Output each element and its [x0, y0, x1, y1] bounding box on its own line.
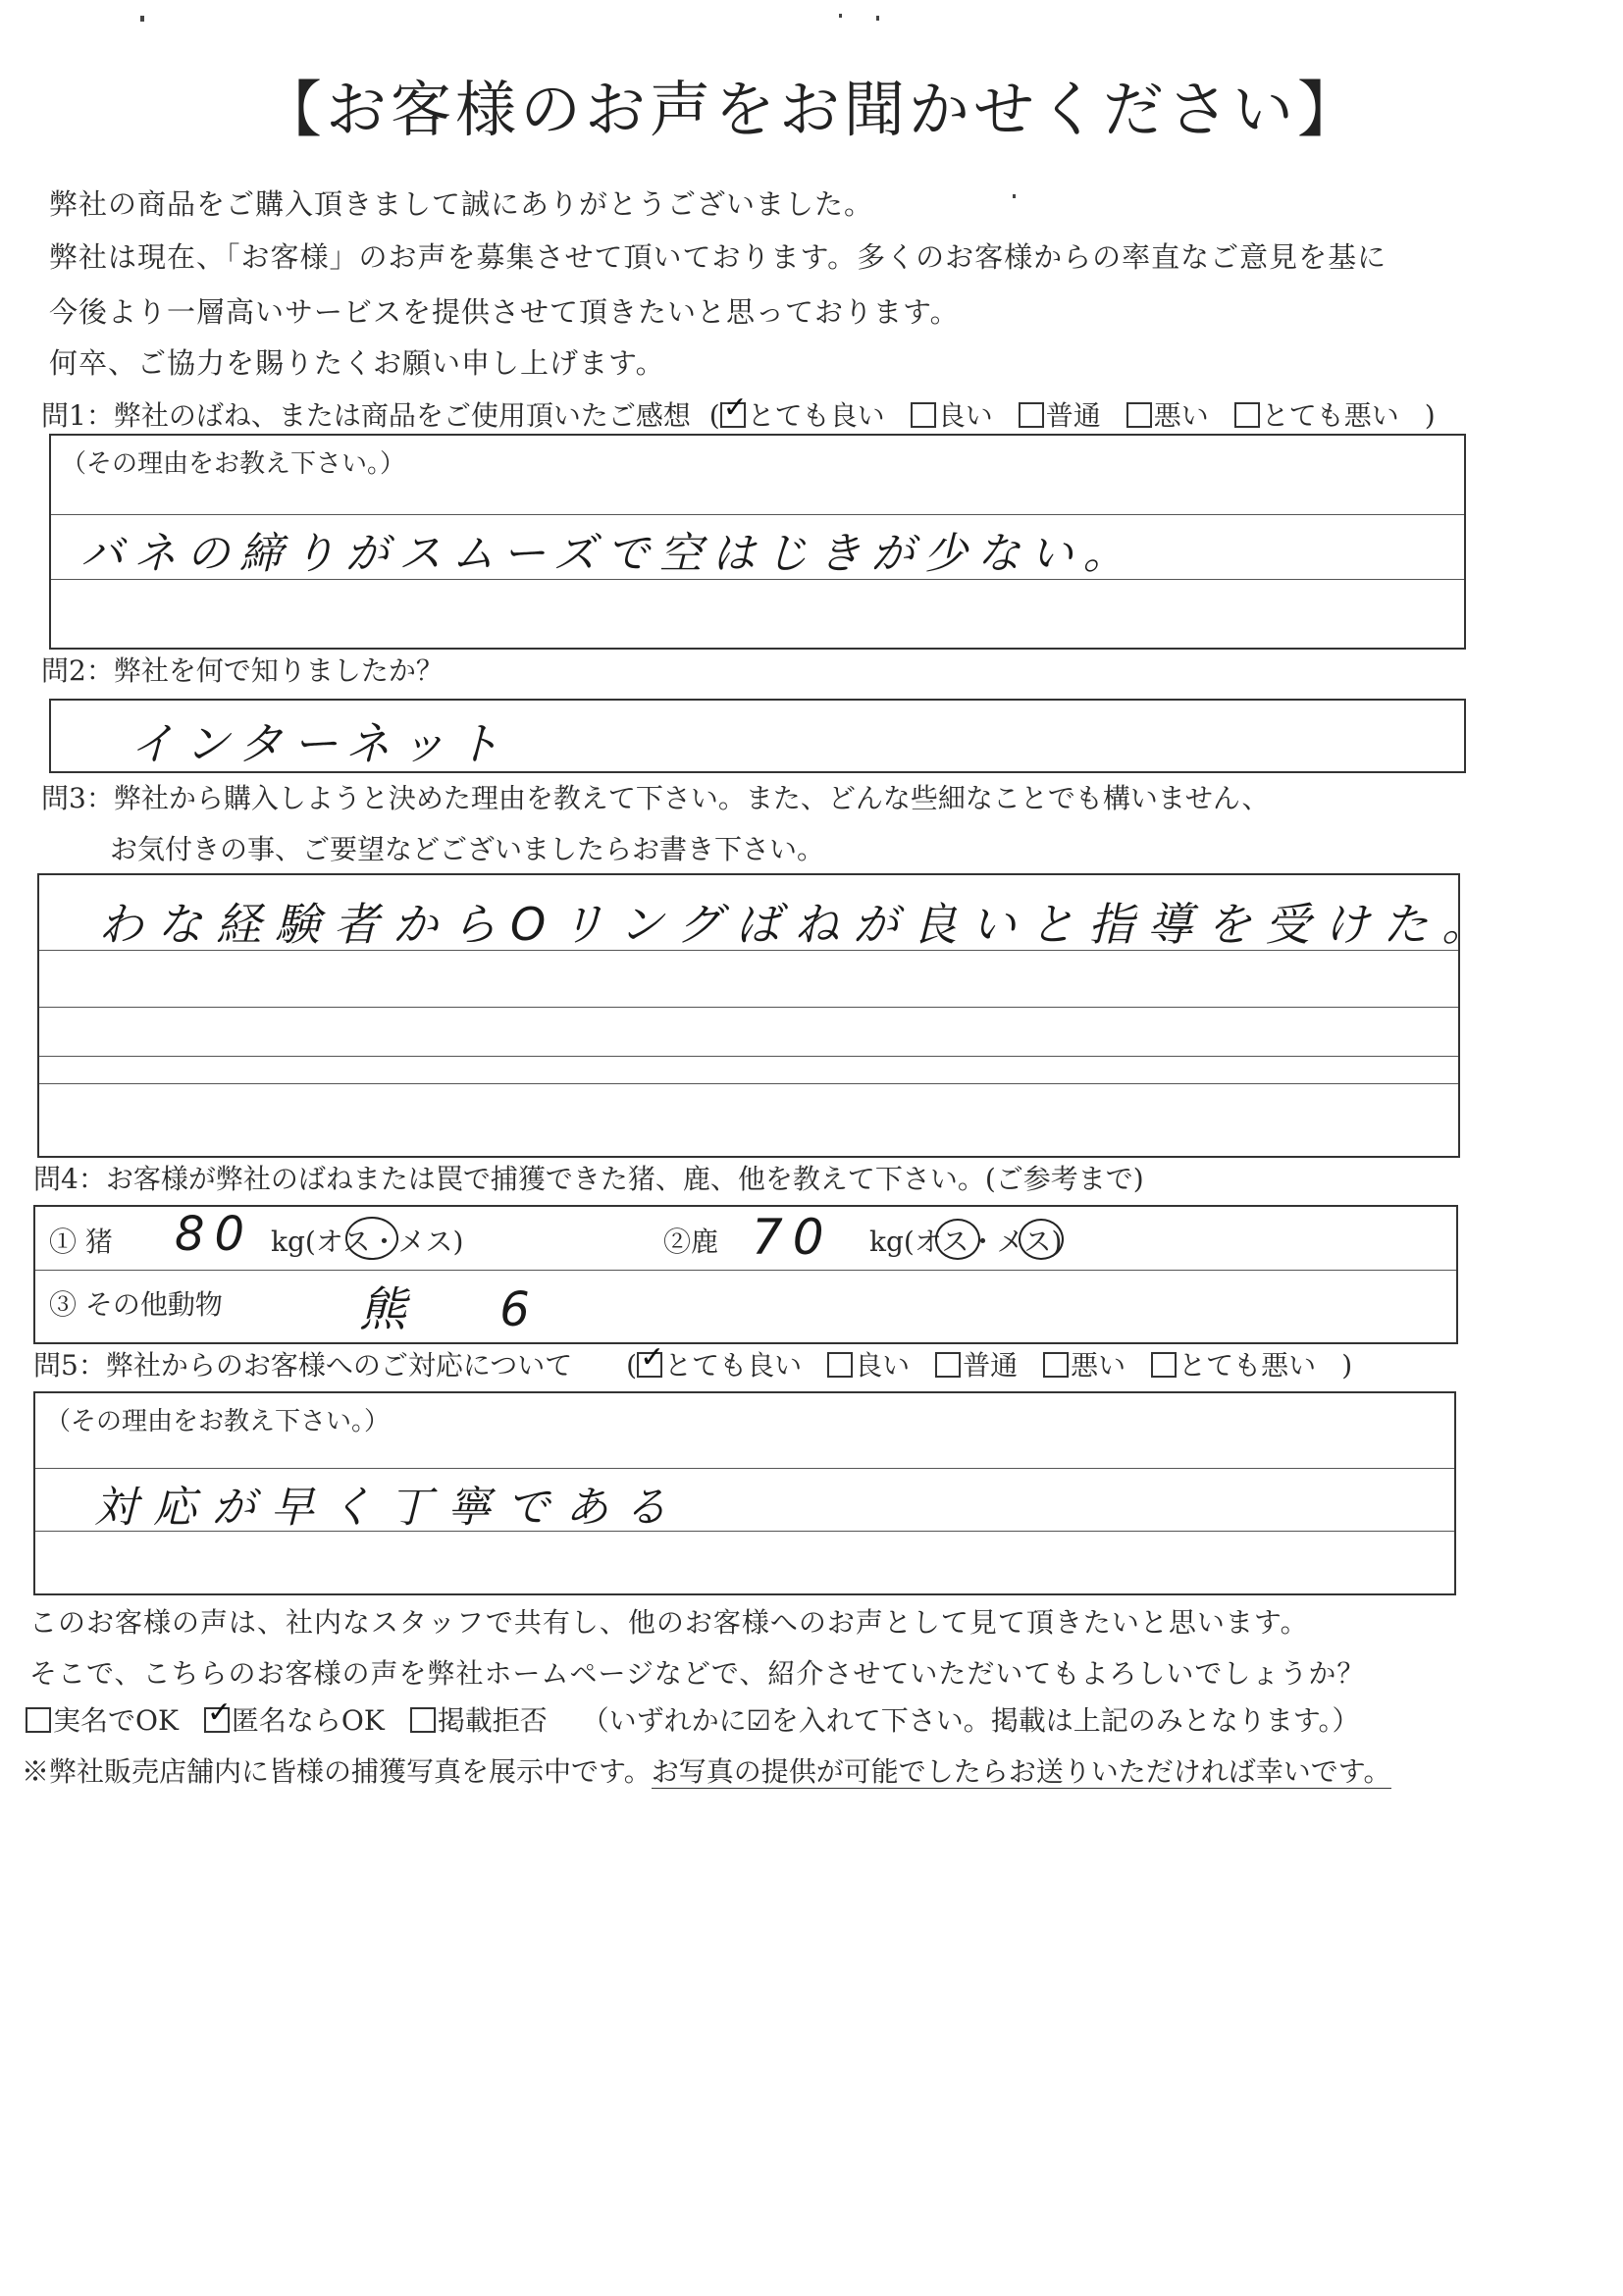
q2-answer-box [49, 699, 1466, 773]
scan-speck [839, 14, 842, 18]
checkbox-icon[interactable] [1043, 1352, 1069, 1378]
q4-answer-box [33, 1205, 1458, 1344]
q1-option[interactable] [1234, 394, 1399, 434]
intro-line: 今後より一層高いサービスを提供させて頂きたいと思っております。 [49, 295, 960, 329]
q5-handwritten-answer: 対応が早く丁寧である [94, 1483, 683, 1533]
boar-weight-handwritten: 80 [175, 1207, 255, 1262]
checkbox-icon[interactable] [827, 1352, 853, 1378]
q3-question-line2: お気付きの事、ご要望などございましたらお書き下さい。 [110, 833, 825, 865]
intro-line: 弊社の商品をご購入頂きまして誠にありがとうございました。 [49, 187, 874, 221]
deer-unit: kg(オス・メス) [869, 1226, 1063, 1258]
footer-line1: このお客様の声は、社内なスタッフで共有し、他のお客様へのお声として見て頂きたいと思います。 [29, 1606, 1309, 1639]
q5-option[interactable] [935, 1344, 1018, 1383]
consent-option-label: 掲載拒否 [437, 1704, 548, 1737]
q5-option[interactable] [637, 1344, 802, 1383]
deer-label: ②鹿 [663, 1226, 719, 1258]
q1-option-label: とても悪い [1261, 399, 1399, 432]
intro-line: 何卒、ご協力を賜りたくお願い申し上げます。 [49, 346, 665, 380]
checked-checkbox-icon[interactable] [720, 402, 746, 428]
q1-option[interactable] [1126, 394, 1209, 434]
other-animal-handwritten: 熊 6 [359, 1282, 569, 1337]
q2-handwritten-answer: インターネット [130, 717, 510, 770]
deer-male-circle [935, 1219, 980, 1260]
checkbox-icon[interactable] [1234, 402, 1260, 428]
q5-options [637, 1349, 1341, 1382]
consent-option[interactable] [410, 1699, 548, 1739]
q5-option[interactable] [827, 1344, 910, 1383]
q1-option-label: 良い [937, 399, 993, 432]
footer-note-part2: お写真の提供が可能でしたらお送りいただければ幸いです。 [651, 1755, 1391, 1788]
checkbox-icon[interactable] [26, 1707, 51, 1733]
q1-option-label: 普通 [1045, 399, 1101, 432]
q4-question: 問4：お客様が弊社のばねまたは罠で捕獲できた猪、鹿、他を教えて下さい。(ご参考まで) [33, 1163, 1144, 1195]
consent-options [26, 1704, 573, 1737]
q1-handwritten-answer: バネの締りがスムーズで空はじきが少ない。 [80, 529, 1136, 579]
scan-speck [876, 16, 879, 21]
consent-option-label: 実名でOK [53, 1704, 179, 1737]
q5-answer-box [33, 1391, 1456, 1595]
q5-option-label: とても良い [664, 1349, 803, 1382]
q5-option[interactable] [1043, 1344, 1126, 1383]
consent-row [26, 1699, 1360, 1739]
boar-label: ① 猪 [49, 1226, 113, 1258]
checkbox-icon[interactable] [1126, 402, 1152, 428]
q1-option[interactable] [911, 394, 993, 434]
q1-option-label: 悪い [1153, 399, 1209, 432]
q1-option[interactable] [1019, 394, 1101, 434]
q1-option[interactable] [720, 394, 885, 434]
q1-option-label: とても良い [747, 399, 885, 432]
q3-answer-box [37, 873, 1501, 1158]
deer-weight-handwritten: 70 [752, 1209, 834, 1266]
boar-male-circle [345, 1217, 398, 1260]
scan-speck [140, 16, 144, 22]
q1-question: 問1：弊社のばね、または商品をご使用頂いたご感想 [41, 399, 691, 432]
checkbox-icon[interactable] [1151, 1352, 1177, 1378]
checked-checkbox-icon[interactable] [637, 1352, 662, 1378]
footer-note-part1: ※弊社販売店舗内に皆様の捕獲写真を展示中です。 [22, 1755, 652, 1788]
q1-answer-box [49, 434, 1466, 650]
checkbox-icon[interactable] [410, 1707, 436, 1733]
q5-question-row: 問5：弊社からのお客様へのご対応について (✓ とても良い 良い 普通 悪い とても悪い ) [33, 1344, 1352, 1383]
consent-option[interactable] [204, 1699, 385, 1739]
consent-option[interactable] [26, 1699, 179, 1739]
page-title: 【お客様のお声をお聞かせください】 [260, 74, 1362, 145]
deer-female-circle [1019, 1219, 1064, 1260]
q5-option-label: 普通 [963, 1349, 1019, 1382]
q2-question: 問2：弊社を何で知りましたか？ [41, 654, 444, 687]
consent-option-label: 匿名ならOK [231, 1704, 385, 1737]
q1-question-row: 問1：弊社のばね、または商品をご使用頂いたご感想 (✓ とても良い 良い 普通 悪い とても悪い ) [41, 394, 1436, 434]
intro-line: 弊社は現在、「お客様」のお声を募集させて頂いております。多くのお客様からの率直なご意見を基に [49, 240, 1387, 274]
footer-line2: そこで、こちらのお客様の声を弊社ホームページなどで、紹介させていただいてもよろしいでしょうか？ [29, 1657, 1366, 1690]
q3-question-line1: 問3：弊社から購入しようと決めた理由を教えて下さい。また、どんな些細なことでも構いません、 [41, 782, 1270, 814]
checkbox-icon[interactable] [911, 402, 936, 428]
consent-note: （いずれかに☑を入れて下さい。掲載は上記のみとなります。） [581, 1704, 1360, 1737]
q5-question: 問5：弊社からのお客様へのご対応について [33, 1349, 573, 1382]
q5-reason-label: （その理由をお教え下さい。） [45, 1407, 391, 1436]
other-animal-label: ③ その他動物 [49, 1288, 223, 1321]
scan-speck [1013, 194, 1016, 198]
q1-options [720, 399, 1425, 432]
q3-handwritten-answer: わな経験者からOリングばねが良いと指導を受けた。 [98, 898, 1501, 951]
boar-unit: kg(オス・メス) [271, 1226, 464, 1258]
q5-option[interactable] [1151, 1344, 1316, 1383]
checked-checkbox-icon[interactable] [204, 1707, 230, 1733]
q5-option-label: 悪い [1071, 1349, 1126, 1382]
footer-note [22, 1750, 1391, 1790]
q5-option-label: 良い [855, 1349, 911, 1382]
q5-option-label: とても悪い [1178, 1349, 1317, 1382]
checkbox-icon[interactable] [1019, 402, 1044, 428]
checkbox-icon[interactable] [935, 1352, 961, 1378]
q1-reason-label: （その理由をお教え下さい。） [61, 449, 406, 479]
